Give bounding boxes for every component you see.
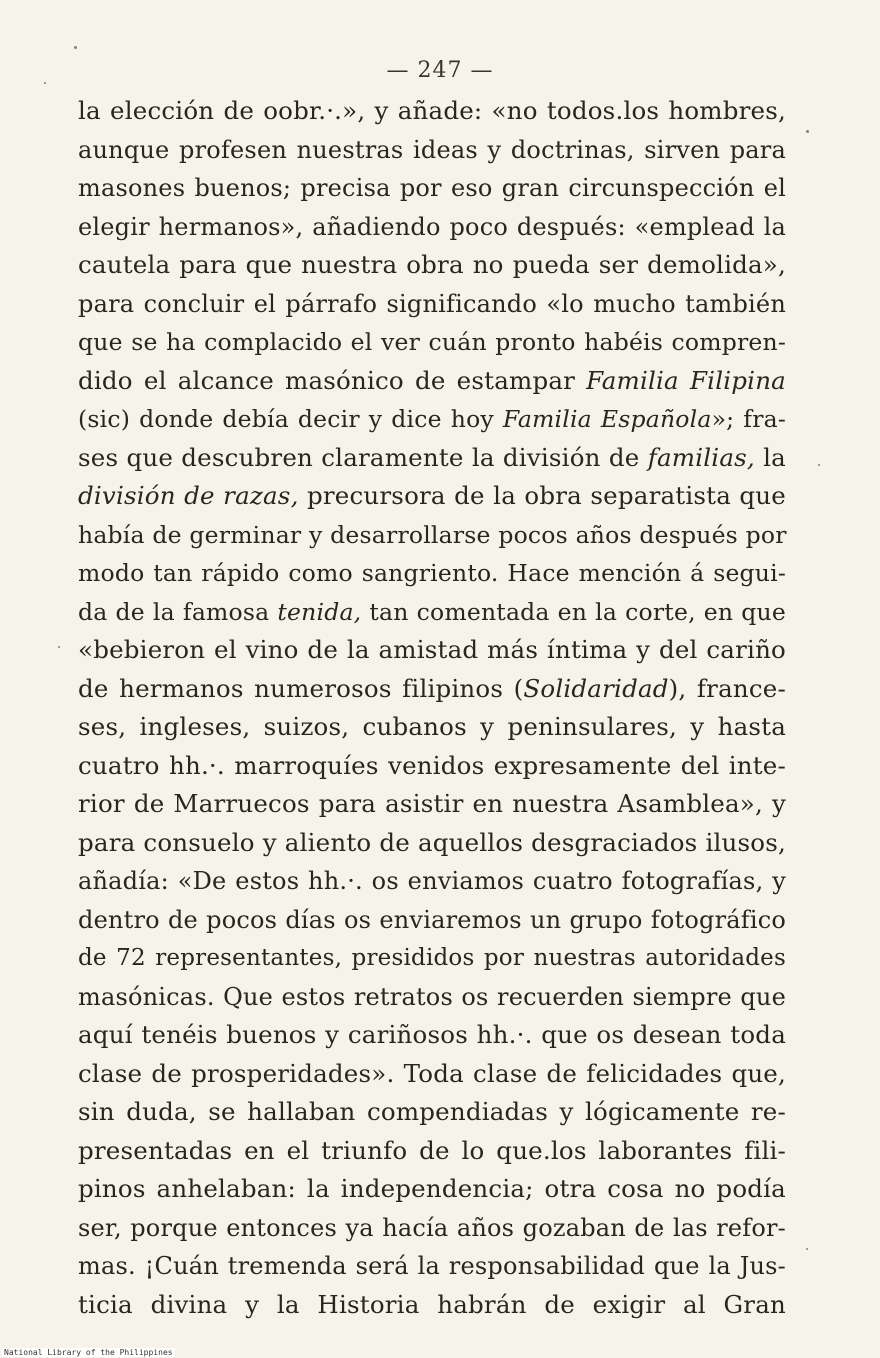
text-line [78,631,786,670]
text-segment: rior de Marruecos para asistir en nuestra Asamblea», y [78,789,786,818]
text-line [78,400,786,439]
text-segment: elegir hermanos», añadiendo poco después: «emplead la [78,212,786,241]
text-line [78,362,786,401]
text-line [78,1093,786,1132]
text-line [78,901,786,940]
text-line [78,939,786,978]
text-segment: masónicas. Que estos retratos os recuerden siempre que [78,982,786,1011]
text-segment: tan comentada en la corte, en que [361,597,786,626]
text-segment: masones buenos; precisa por eso gran circunspección el [78,174,786,202]
text-segment: sin duda, se hallaban compendiadas y lógicamente re- [78,1097,786,1126]
text-line [78,285,786,324]
text-segment: aunque profesen nuestras ideas y doctrinas, sirven para [78,135,786,164]
text-line [78,1170,786,1209]
text-segment: da de la famosa [78,597,278,626]
text-segment: dido el alcance masónico de estampar [78,365,587,395]
italic-text: Familia Filipina [586,365,786,395]
text-line [78,785,786,824]
italic-text: Solidaridad [523,673,669,703]
text-segment: añadía: «De estos hh.·. os enviamos cuatro fotografías, y [78,867,786,895]
text-segment: cuatro hh.·. marroquíes venidos expresamente del inte- [78,750,786,780]
text-segment: precursora de la obra separatista que [298,481,786,510]
text-segment: de hermanos numerosos filipinos ( [78,673,524,703]
text-segment: para concluir el párrafo significando «lo mucho también [78,289,786,318]
text-line [78,978,786,1017]
text-line [78,131,786,170]
text-line [78,670,786,709]
text-line [78,1016,786,1055]
text-segment: ), france- [668,673,786,703]
text-segment: «bebieron el vino de la amistad más íntima y del cariño [78,635,786,664]
text-segment: ticia divina y la Historia habrán de exigir al Gran [78,1289,786,1319]
text-line [78,516,786,555]
text-segment: mas. ¡Cuán tremenda será la responsabilidad que la Jus- [78,1252,786,1280]
text-line [78,1247,786,1286]
text-segment: pinos anhelaban: la independencia; otra cosa no podía [78,1174,786,1203]
text-segment: presentadas en el triunfo de lo que.los laborantes fili- [78,1135,786,1165]
paper-speck [806,1248,808,1250]
page-number: — 247 — [386,58,494,83]
text-line [78,554,786,593]
text-segment: la [754,442,786,472]
text-segment: »; fra- [711,405,786,433]
text-line [78,1055,786,1094]
text-segment: aquí tenéis buenos y cariñosos hh.·. que os desean toda [78,1020,786,1049]
text-line [78,593,786,632]
text-segment: modo tan rápido como sangriento. Hace mención á segui- [78,559,786,587]
text-segment: de 72 representantes, presididos por nuestras autoridades [78,945,786,971]
text-segment: que se ha complacido el ver cuán pronto habéis compren- [78,328,786,356]
text-segment: (sic) donde debía decir y dice hoy [78,405,503,433]
text-line [78,246,786,285]
text-line [78,1132,786,1171]
paper-speck [818,464,820,466]
text-line [78,477,786,516]
paper-speck [58,646,60,648]
text-line [78,862,786,901]
text-segment: había de germinar y desarrollarse pocos años después por [78,520,787,549]
text-line [78,323,786,362]
text-line [78,824,786,863]
text-line [78,708,786,747]
text-line [78,208,786,247]
library-watermark: National Library of the Philippines [4,1348,173,1357]
text-segment: la elección de oobr.·.», y añade: «no todos.los hombres, [78,96,786,125]
text-line [78,1209,786,1248]
text-segment: dentro de pocos días os enviaremos un grupo fotográfico [78,905,786,934]
text-line [78,439,786,478]
text-segment: clase de prosperidades». Toda clase de felicidades que, [78,1058,786,1088]
text-line [78,747,786,786]
paper-speck [74,46,77,49]
italic-text: división de razas, [78,481,299,510]
paper-speck [806,130,809,133]
text-segment: cautela para que nuestra obra no pueda ser demolida», [78,250,786,279]
paper-speck [44,82,46,84]
text-line [78,92,786,131]
text-line [78,169,786,208]
text-segment: para consuelo y aliento de aquellos desgraciados ilusos, [78,827,786,857]
text-segment: ses que descubren claramente la división de [78,442,648,472]
italic-text: tenida, [277,597,362,626]
italic-text: familias, [647,442,755,472]
italic-text: Familia Española [502,405,712,433]
body-text [78,92,786,1324]
text-line [78,1286,786,1325]
text-segment: ser, porque entonces ya hacía años gozaban de las refor- [78,1213,786,1242]
text-segment: ses, ingleses, suizos, cubanos y peninsulares, y hasta [78,712,786,741]
